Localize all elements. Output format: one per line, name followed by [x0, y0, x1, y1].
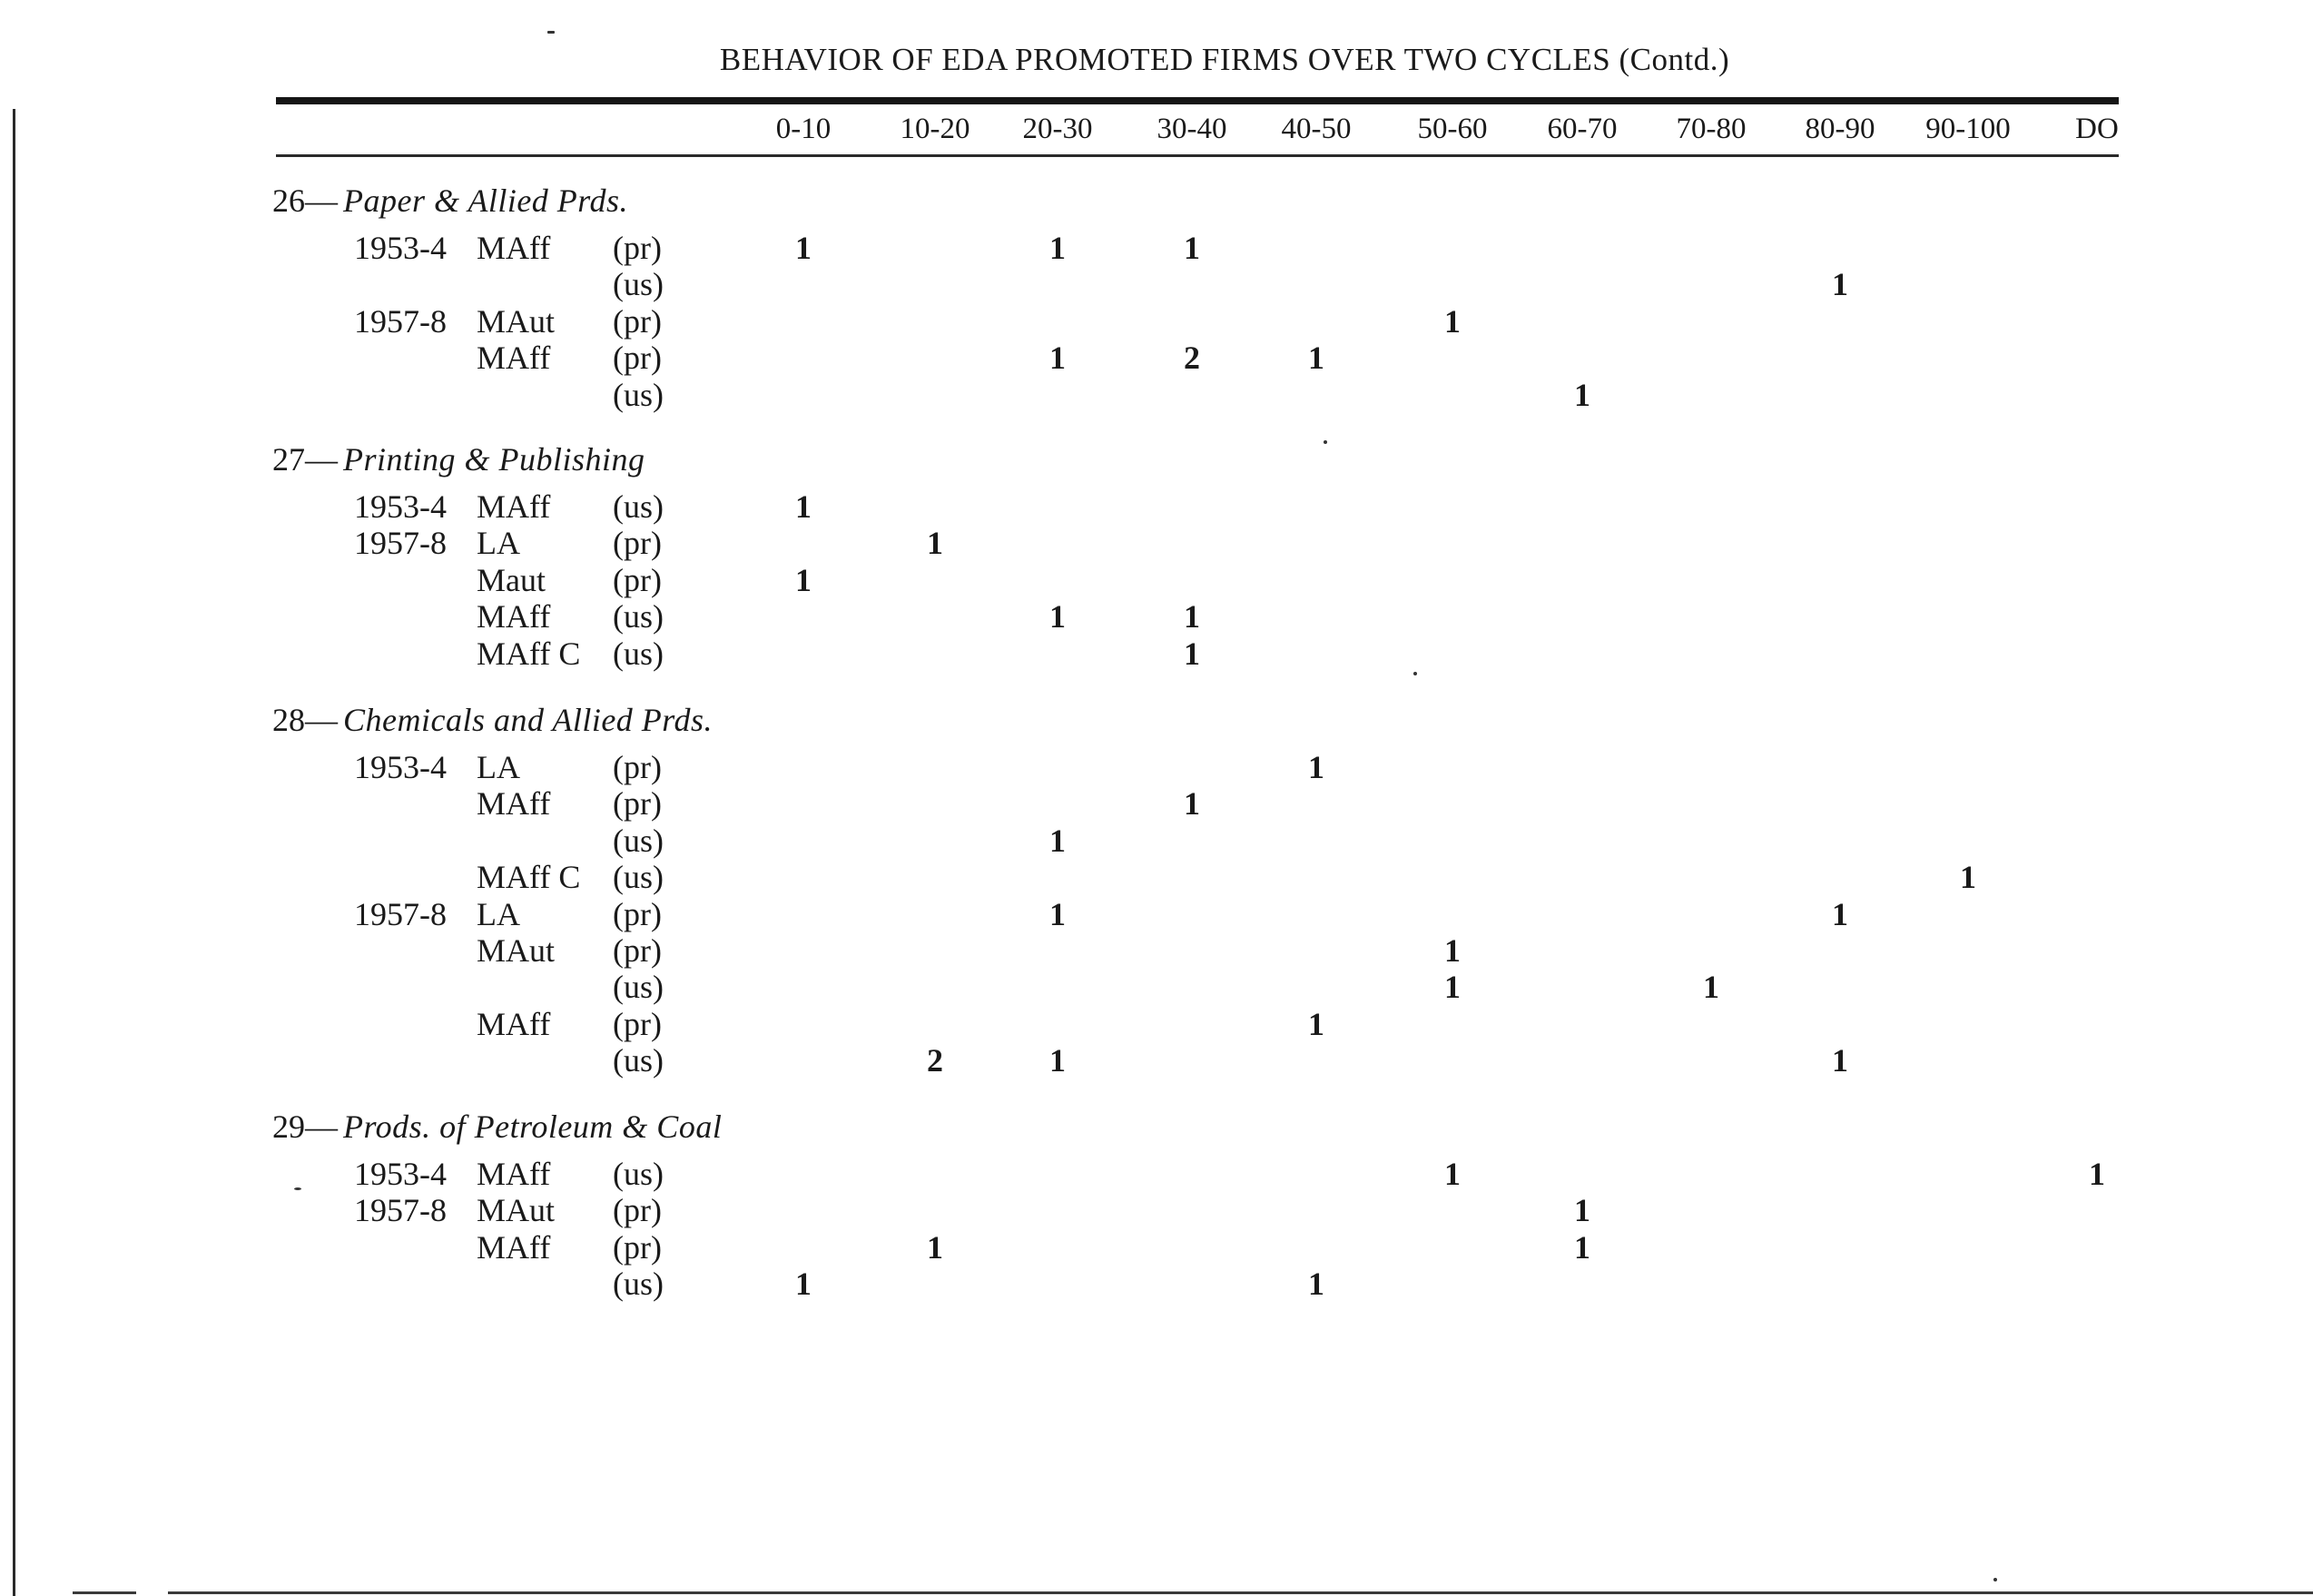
cell-value: 1	[1960, 859, 1976, 896]
column-header: 0-10	[775, 113, 832, 145]
row-type: Maut	[477, 561, 546, 598]
cell-value: 1	[1832, 895, 1848, 932]
row-type: MAff	[477, 598, 551, 635]
row-type: MAff	[477, 230, 551, 266]
page-bottom-edge-left	[73, 1591, 136, 1594]
scan-speck	[547, 31, 555, 34]
cell-value: 1	[1049, 895, 1066, 932]
column-header: 70-80	[1676, 113, 1747, 145]
row-status: (us)	[613, 822, 664, 859]
cell-value: 1	[1444, 1156, 1461, 1192]
row-period: 1953-4	[354, 1156, 447, 1192]
cell-value: 1	[1574, 1192, 1590, 1229]
row-type: LA	[477, 749, 520, 785]
cell-value: 1	[795, 561, 812, 598]
row-type: MAff C	[477, 635, 581, 672]
section-dash: —	[305, 702, 338, 738]
section-heading	[272, 701, 713, 739]
row-status: (pr)	[613, 749, 662, 785]
cell-value: 1	[1308, 1005, 1324, 1042]
cell-value: 2	[1184, 340, 1200, 377]
cell-value: 1	[1444, 969, 1461, 1006]
column-header: 80-90	[1805, 113, 1875, 145]
cell-value: 1	[1184, 785, 1200, 823]
row-status: (pr)	[613, 895, 662, 932]
cell-value: 1	[1444, 932, 1461, 969]
cell-value: 1	[1308, 340, 1324, 377]
row-type: MAff	[477, 1005, 551, 1042]
row-type: MAff	[477, 1228, 551, 1266]
row-period: 1957-8	[354, 895, 447, 932]
row-status: (us)	[613, 266, 664, 303]
row-status: (us)	[613, 376, 664, 413]
row-type: MAut	[477, 932, 556, 969]
scan-speck	[1413, 672, 1417, 675]
cell-value: 1	[927, 525, 943, 562]
section-number: 28	[272, 702, 305, 738]
page-left-edge	[13, 109, 15, 1596]
cell-value: 1	[795, 230, 812, 266]
scan-speck	[1993, 1578, 1997, 1581]
cell-value: 1	[1049, 340, 1066, 377]
table-title	[0, 42, 2313, 78]
cell-value: 1	[1049, 822, 1066, 859]
cell-value: 1	[1703, 969, 1719, 1006]
row-type: MAff	[477, 785, 551, 823]
cell-value: 1	[1832, 1042, 1848, 1079]
row-status: (pr)	[613, 340, 662, 377]
row-type: MAff	[477, 488, 551, 525]
row-type: MAff	[477, 1156, 551, 1192]
row-period: 1953-4	[354, 749, 447, 785]
row-period: 1957-8	[354, 525, 447, 562]
section-dash: —	[305, 1108, 338, 1145]
table-title-text: BEHAVIOR OF EDA PROMOTED FIRMS OVER TWO CYCLES (Contd.)	[719, 42, 1730, 77]
row-status: (us)	[613, 859, 664, 896]
column-header: DO	[2075, 113, 2119, 145]
row-status: (pr)	[613, 1005, 662, 1042]
section-heading	[272, 440, 645, 478]
column-header: 60-70	[1547, 113, 1618, 145]
row-status: (pr)	[613, 561, 662, 598]
row-type: MAff C	[477, 859, 581, 896]
page-bottom-edge	[168, 1591, 2313, 1594]
row-status: (us)	[613, 635, 664, 672]
row-period: 1953-4	[354, 488, 447, 525]
column-header: 20-30	[1022, 113, 1093, 145]
cell-value: 1	[1049, 230, 1066, 266]
section-heading	[272, 182, 628, 220]
row-period: 1957-8	[354, 1192, 447, 1229]
row-period: 1957-8	[354, 302, 447, 340]
row-status: (pr)	[613, 932, 662, 969]
cell-value: 2	[927, 1042, 943, 1079]
section-name: Printing & Publishing	[343, 441, 645, 478]
scan-speck	[1324, 440, 1327, 444]
row-status: (pr)	[613, 525, 662, 562]
row-type: MAff	[477, 340, 551, 377]
section-number: 27	[272, 441, 305, 478]
cell-value: 1	[795, 488, 812, 525]
section-dash: —	[305, 182, 338, 219]
cell-value: 1	[1444, 302, 1461, 340]
row-status: (us)	[613, 598, 664, 635]
column-header: 50-60	[1417, 113, 1488, 145]
column-header: 10-20	[900, 113, 970, 145]
row-status: (us)	[613, 1266, 664, 1303]
row-status: (us)	[613, 1042, 664, 1079]
cell-value: 1	[1184, 598, 1200, 635]
row-status: (pr)	[613, 785, 662, 823]
section-dash: —	[305, 441, 338, 478]
row-status: (pr)	[613, 302, 662, 340]
cell-value: 1	[1308, 1266, 1324, 1303]
header-rule-top	[276, 97, 2119, 104]
section-name: Prods. of Petroleum & Coal	[343, 1108, 723, 1145]
cell-value: 1	[1049, 598, 1066, 635]
scan-speck	[294, 1187, 301, 1190]
cell-value: 1	[1574, 1228, 1590, 1266]
row-status: (pr)	[613, 1228, 662, 1266]
column-header: 90-100	[1925, 113, 2011, 145]
section-number: 26	[272, 182, 305, 219]
row-status: (pr)	[613, 1192, 662, 1229]
cell-value: 1	[1049, 1042, 1066, 1079]
row-period: 1953-4	[354, 230, 447, 266]
cell-value: 1	[1832, 266, 1848, 303]
header-rule-bottom	[276, 154, 2119, 157]
cell-value: 1	[1184, 230, 1200, 266]
row-status: (us)	[613, 969, 664, 1006]
cell-value: 1	[927, 1228, 943, 1266]
row-status: (us)	[613, 488, 664, 525]
row-type: LA	[477, 895, 520, 932]
cell-value: 1	[1184, 635, 1200, 672]
column-header: 40-50	[1281, 113, 1352, 145]
row-status: (pr)	[613, 230, 662, 266]
cell-value: 1	[795, 1266, 812, 1303]
section-heading	[272, 1108, 722, 1146]
row-type: MAut	[477, 1192, 556, 1229]
row-type: LA	[477, 525, 520, 562]
cell-value: 1	[1574, 376, 1590, 413]
row-status: (us)	[613, 1156, 664, 1192]
cell-value: 1	[2089, 1156, 2105, 1192]
cell-value: 1	[1308, 749, 1324, 785]
section-name: Chemicals and Allied Prds.	[343, 702, 713, 738]
column-header: 30-40	[1156, 113, 1227, 145]
section-name: Paper & Allied Prds.	[343, 182, 628, 219]
row-type: MAut	[477, 302, 556, 340]
section-number: 29	[272, 1108, 305, 1145]
